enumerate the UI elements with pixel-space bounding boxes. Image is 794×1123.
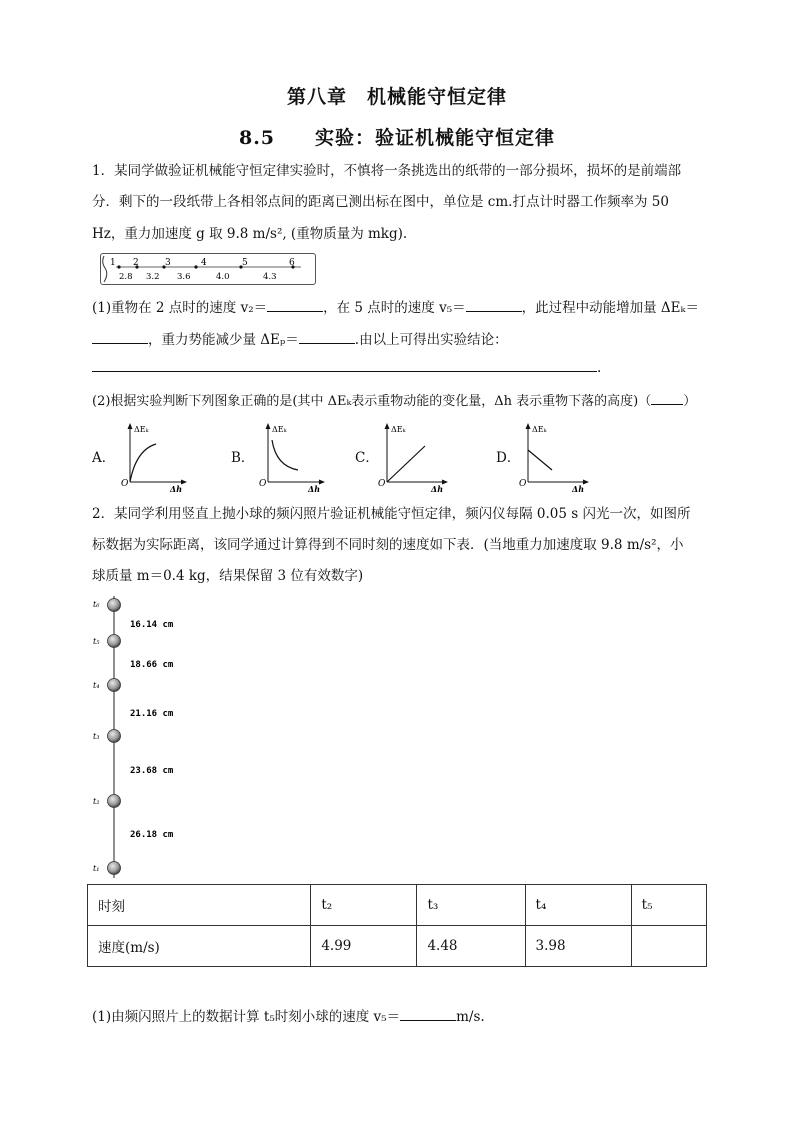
- tape-point-1: [117, 265, 120, 268]
- q1-text-line3: Hz，重力加速度 g 取 9.8 m/s², (重物质量为 mkg).: [92, 226, 408, 242]
- graph-d-y-arrow: [526, 423, 531, 429]
- graph-b-ylabel: ΔEₖ: [272, 425, 287, 434]
- graph-b[interactable]: [256, 420, 326, 492]
- table-row: [88, 885, 707, 926]
- table-cell: t₂: [311, 885, 417, 926]
- label-t5: t₅: [93, 637, 100, 646]
- ep-answer-blank[interactable]: [299, 329, 355, 344]
- tape-distance-2: 3.2: [146, 272, 160, 282]
- table-cell: 4.99: [311, 926, 417, 967]
- ball-t4: [108, 679, 121, 692]
- graph-c-ylabel: ΔEₖ: [391, 425, 406, 434]
- table-cell: 速度(m/s): [88, 926, 311, 967]
- table-cell: 时刻: [88, 885, 311, 926]
- section-title: 8.5 实验：验证机械能守恒定律: [238, 127, 556, 149]
- graph-b-origin: O: [259, 479, 267, 489]
- tape-label-4: 4: [201, 258, 207, 268]
- graph-d-origin: O: [519, 479, 527, 489]
- ball-t3: [108, 730, 121, 743]
- q2-text-line3: 球质量 m＝0.4 kg，结果保留 3 位有效数字): [92, 568, 364, 584]
- ball-t1: [108, 862, 121, 875]
- graph-d-line: [528, 450, 552, 470]
- graph-b-curve: [272, 440, 298, 470]
- distance-t2-t1: 26.18 cm: [130, 830, 174, 840]
- q1-part1-ek-label: ，此过程中动能增加量 ΔEₖ＝: [521, 300, 699, 316]
- q1-part2-prompt: (2)根据实验判断下列图象正确的是(其中 ΔEₖ表示重物动能的变化量，Δh 表示重物下落的高度)（: [92, 394, 652, 409]
- ball-t5: [108, 635, 121, 648]
- label-t1: t₁: [93, 864, 100, 873]
- graph-c[interactable]: [375, 420, 450, 492]
- tape-distance-1: 2.8: [119, 272, 133, 282]
- graph-a-curve: [130, 444, 156, 482]
- q2-text-line2: 标数据为实际距离，该同学通过计算得到不同时刻的速度如下表．(当地重力加速度取 9.8 m/s²，小: [92, 537, 684, 553]
- tape-distance-3: 3.6: [177, 272, 191, 282]
- paper-tape-figure: [101, 254, 315, 284]
- graph-a-origin: O: [121, 479, 129, 489]
- tape-label-6: 6: [289, 258, 295, 268]
- graph-c-line: [387, 446, 425, 482]
- tape-distance-5: 4.3: [263, 272, 277, 282]
- graph-d[interactable]: [516, 420, 591, 492]
- distance-t5-t4: 18.66 cm: [130, 660, 174, 670]
- tape-label-2: 2: [133, 258, 139, 268]
- v5-table-answer-cell[interactable]: [631, 926, 706, 967]
- distance-t3-t2: 23.68 cm: [130, 766, 174, 776]
- table-cell: 4.48: [417, 926, 525, 967]
- q1-part1-ep-label: ，重力势能减少量 ΔEₚ＝: [148, 332, 299, 348]
- conclusion-answer-line[interactable]: [92, 371, 597, 372]
- graph-c-xlabel: Δh: [431, 484, 444, 492]
- graph-a-y-arrow: [128, 423, 133, 429]
- v5-answer-blank[interactable]: [466, 297, 522, 312]
- ball-t2: [108, 795, 121, 808]
- graph-a-ylabel: ΔEₖ: [134, 425, 149, 434]
- tape-distance-4: 4.0: [216, 272, 230, 282]
- graph-a[interactable]: [118, 420, 188, 492]
- q1-part1-v5-label: ，在 5 点时的速度 v₅＝: [323, 300, 466, 316]
- tape-label-1: 1: [110, 258, 116, 268]
- q1-part1-line2: [92, 329, 508, 350]
- label-t2: t₂: [93, 797, 100, 806]
- option-c-label[interactable]: C．: [355, 450, 379, 466]
- ball-t6: [108, 599, 121, 612]
- table-cell: t₄: [525, 885, 631, 926]
- q1-part1-line1: [92, 297, 699, 318]
- option-b-label[interactable]: B．: [231, 450, 255, 466]
- q1-text-line1: 1．某同学做验证机械能守恒定律实验时，不慎将一条挑选出的纸带的一部分损坏，损坏的是前端部: [92, 163, 682, 179]
- table-row: [88, 926, 707, 967]
- strobe-photo-figure: [88, 594, 198, 879]
- label-t3: t₃: [93, 732, 100, 741]
- q1-part2-text: [92, 390, 696, 412]
- q1-part2-close: ）: [683, 394, 697, 409]
- label-t6: t₆: [93, 600, 100, 609]
- distance-t6-t5: 16.14 cm: [130, 620, 174, 630]
- tape-label-5: 5: [242, 258, 248, 268]
- velocity-table: [87, 884, 707, 967]
- ek-answer-blank[interactable]: [92, 329, 148, 344]
- q1-part2-answer-blank[interactable]: [651, 390, 683, 405]
- graph-c-origin: O: [378, 479, 386, 489]
- q2-text-line1: 2．某同学利用竖直上抛小球的频闪照片验证机械能守恒定律，频闪仪每隔 0.05 s 闪光一次，如图所: [92, 506, 691, 522]
- label-t4: t₄: [93, 681, 100, 690]
- q2-part1-text: [92, 1006, 485, 1027]
- graph-b-y-arrow: [266, 423, 271, 429]
- option-d-label[interactable]: D．: [496, 450, 521, 466]
- tape-torn-edge: [103, 256, 107, 282]
- q1-part1-v2-label: (1)重物在 2 点时的速度 v₂＝: [92, 300, 268, 316]
- q1-part1-conclusion-label: .由以上可得出实验结论：: [354, 332, 508, 348]
- q2-part1-prompt: (1)由频闪照片上的数据计算 t₅时刻小球的速度 v₅＝: [92, 1009, 401, 1025]
- table-cell: 3.98: [525, 926, 631, 967]
- q1-text-line2: 分．剩下的一段纸带上各相邻点间的距离已测出标在图中，单位是 cm.打点计时器工作频率为 50: [92, 194, 669, 210]
- q2-part1-unit: m/s.: [456, 1009, 485, 1025]
- chapter-title: 第八章 机械能守恒定律: [286, 86, 507, 108]
- graph-d-ylabel: ΔEₖ: [532, 425, 547, 434]
- table-cell: t₅: [631, 885, 706, 926]
- table-cell: t₃: [417, 885, 525, 926]
- v2-answer-blank[interactable]: [267, 297, 323, 312]
- conclusion-period: .: [597, 360, 602, 376]
- graph-d-xlabel: Δh: [572, 484, 585, 492]
- graph-a-xlabel: Δh: [170, 484, 183, 492]
- tape-point-4: [194, 265, 197, 268]
- paper-tape: [100, 253, 316, 285]
- graph-b-xlabel: Δh: [308, 484, 321, 492]
- distance-t4-t3: 21.16 cm: [130, 709, 174, 719]
- q2-v5-answer-blank[interactable]: [400, 1006, 456, 1021]
- tape-label-3: 3: [165, 258, 171, 268]
- option-a-label[interactable]: A．: [92, 450, 116, 466]
- graph-c-y-arrow: [385, 423, 390, 429]
